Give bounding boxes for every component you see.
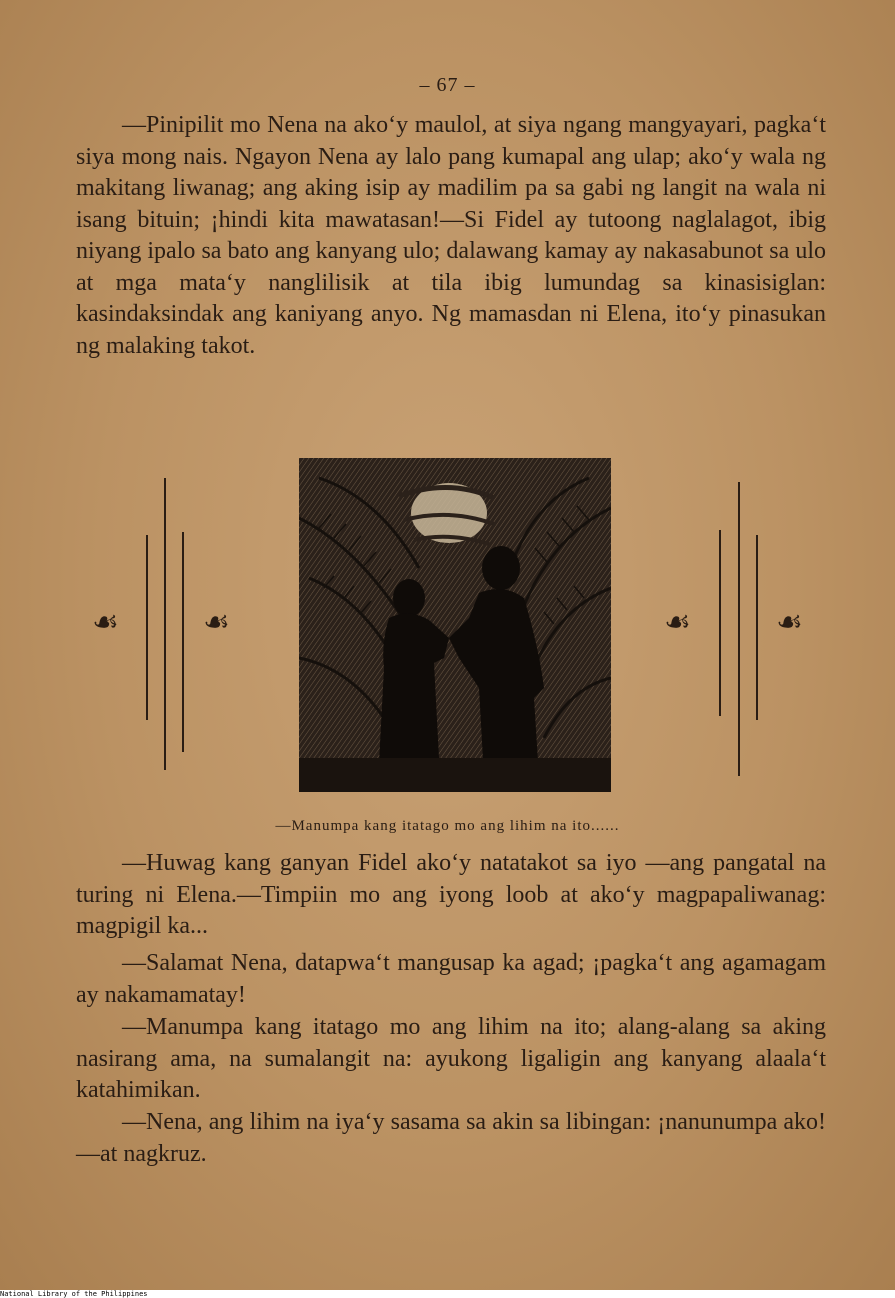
paragraph-1-text: —Pinipilit mo Nena na ako‘y maulol, at siya ngang mangyayari, pagka‘t siya mong nais. Ngayon Nena ay lalo pang kumapal ang ulap; ako‘y wala ng makitang liwanag; ang aking isip ay madilim pa sa gabi ng langit na wala ni isang bituin; ¡hindi kita mawatasan!—Si Fidel ay tutoong naglalagot, ibig niyang ipalo sa bato ang kanyang ulo; dalawang kamay ay nakasabunot sa ulo at mga mata‘y nanglilisik at tila ibig lumundag sa kinasisiglan: kasindaksindak ang kaniyang anyo. Ng mamasdan ni Elena, ito‘y pinasukan ng malaking takot. [76, 112, 826, 359]
paragraph-4 [76, 1012, 826, 1107]
paragraph-1 [76, 110, 826, 362]
paragraph-4-text: —Manumpa kang itatago mo ang lihim na ito; alang-alang sa aking nasirang ama, na sumalangit na: ayukong ligaligin ang kanyang alaala‘t katahimikan. [76, 1014, 826, 1103]
page-number: – 67 – [419, 74, 476, 96]
paragraph-2-text: —Huwag kang ganyan Fidel ako‘y natatakot sa iyo —ang pangatal na turing ni Elena.—Timpiin mo ang iyong loob at ako‘y magpapaliwanag: magpigil ka... [76, 850, 826, 939]
paragraph-3 [76, 948, 826, 1011]
fleuron-icon: ☙ [664, 606, 691, 639]
left-rule-3 [182, 532, 184, 752]
fleuron-icon: ☙ [203, 606, 230, 639]
couple-under-moon-illustration [299, 458, 611, 792]
left-rule-2 [146, 535, 148, 720]
right-rule-3 [756, 535, 758, 720]
left-rule-1 [164, 478, 166, 770]
paragraph-2 [76, 848, 826, 943]
right-rule-2 [738, 482, 740, 776]
woodcut-illustration [299, 458, 611, 792]
fleuron-icon: ☙ [776, 606, 803, 639]
library-footer: National Library of the Philippines [0, 1290, 895, 1298]
right-rule-1 [719, 530, 721, 716]
illustration-caption: —Manumpa kang itatago mo ang lihim na ito...... [275, 818, 620, 834]
fleuron-icon: ☙ [92, 606, 119, 639]
paragraph-5-text: —Nena, ang lihim na iya‘y sasama sa akin sa libingan: ¡nanunumpa ako!—at nagkruz. [76, 1109, 826, 1167]
paragraph-3-text: —Salamat Nena, datapwa‘t mangusap ka agad; ¡pagka‘t ang agamagam ay nakamamatay! [76, 950, 826, 1008]
paragraph-5 [76, 1107, 826, 1170]
